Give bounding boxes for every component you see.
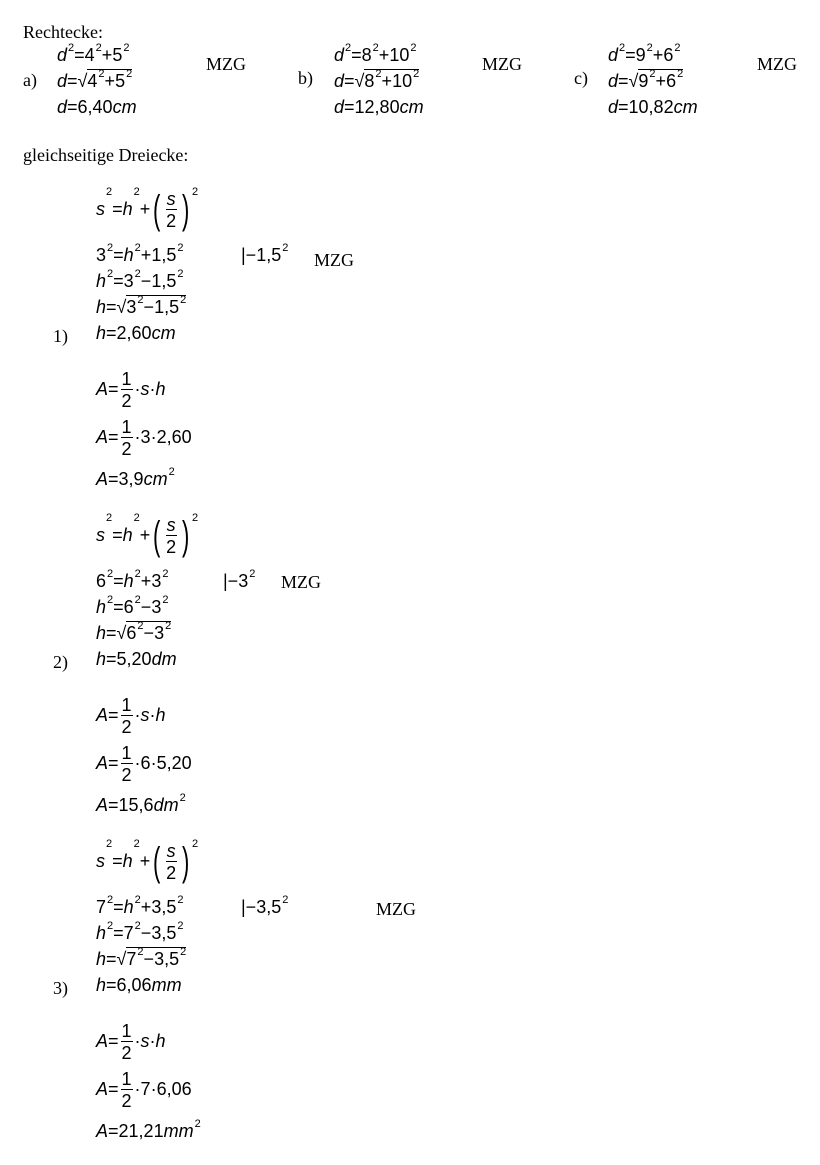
label-a: a) [23, 70, 37, 90]
eq-line: $d^2=9^2+6^2$ [608, 42, 681, 65]
label-2: 2) [53, 652, 68, 672]
area-formula: A= $\frac{1}{2}$ ·s·h [96, 1021, 166, 1063]
eq-line: $h=√3^2-1,5^2$ [96, 294, 187, 317]
eq-operation: $|-1,5^2$ [241, 242, 289, 265]
label-1: 1) [53, 326, 68, 346]
eq-line: $d=√4^2+5^2$ [57, 68, 133, 91]
area-substitution: A= $\frac{1}{2}$ ·3·2,60 [96, 417, 192, 459]
eq-operation: $|-3^2$ [223, 568, 256, 591]
area-substitution: A= $\frac{1}{2}$ ·7·6,06 [96, 1069, 192, 1111]
eq-line: $3^2=h^2+1,5^2$ [96, 242, 184, 265]
area-formula: A= $\frac{1}{2}$ ·s·h [96, 369, 166, 411]
eq-line: $h=√7^2-3,5^2$ [96, 946, 187, 969]
eq-result: d=10,82cm [608, 97, 698, 117]
eq-result: h=2,60cm [96, 323, 176, 343]
pythagoras-formula: $s^2=h^2+$( $\frac{s}{2}$ ) $^2$ [96, 185, 199, 232]
label-b: b) [298, 68, 313, 88]
eq-result: d=6,40cm [57, 97, 137, 117]
eq-line: $h=√6^2-3^2$ [96, 620, 172, 643]
area-result: $A=3,9cm^2$ [96, 466, 175, 489]
eq-line: $d^2=4^2+5^2$ [57, 42, 130, 65]
pythagoras-formula: $s^2=h^2+$( $\frac{s}{2}$ ) $^2$ [96, 837, 199, 884]
mzg-label: MZG [281, 572, 321, 592]
label-3: 3) [53, 978, 68, 998]
area-result: $A=15,6dm^2$ [96, 792, 186, 815]
heading-dreiecke: gleichseitige Dreiecke: [23, 145, 189, 165]
area-result: $A=21,21mm^2$ [96, 1118, 201, 1141]
area-formula: A= $\frac{1}{2}$ ·s·h [96, 695, 166, 737]
mzg-label: MZG [482, 54, 522, 74]
eq-line: $7^2=h^2+3,5^2$ [96, 894, 184, 917]
eq-line: $h^2=7^2-3,5^2$ [96, 920, 184, 943]
eq-result: h=5,20dm [96, 649, 177, 669]
eq-line: $h^2=6^2-3^2$ [96, 594, 169, 617]
mzg-label: MZG [314, 250, 354, 270]
label-c: c) [574, 68, 588, 88]
eq-line: $h^2=3^2-1,5^2$ [96, 268, 184, 291]
eq-line: $6^2=h^2+3^2$ [96, 568, 169, 591]
mzg-label: MZG [206, 54, 246, 74]
eq-result: d=12,80cm [334, 97, 424, 117]
eq-line: $d^2=8^2+10^2$ [334, 42, 417, 65]
eq-line: $d=√8^2+10^2$ [334, 68, 420, 91]
heading-rechtecke: Rechtecke: [23, 22, 103, 42]
eq-line: $d=√9^2+6^2$ [608, 68, 684, 91]
mzg-label: MZG [376, 899, 416, 919]
eq-result: h=6,06mm [96, 975, 182, 995]
mzg-label: MZG [757, 54, 797, 74]
area-substitution: A= $\frac{1}{2}$ ·6·5,20 [96, 743, 192, 785]
eq-operation: $|-3,5^2$ [241, 894, 289, 917]
pythagoras-formula: $s^2=h^2+$( $\frac{s}{2}$ ) $^2$ [96, 511, 199, 558]
